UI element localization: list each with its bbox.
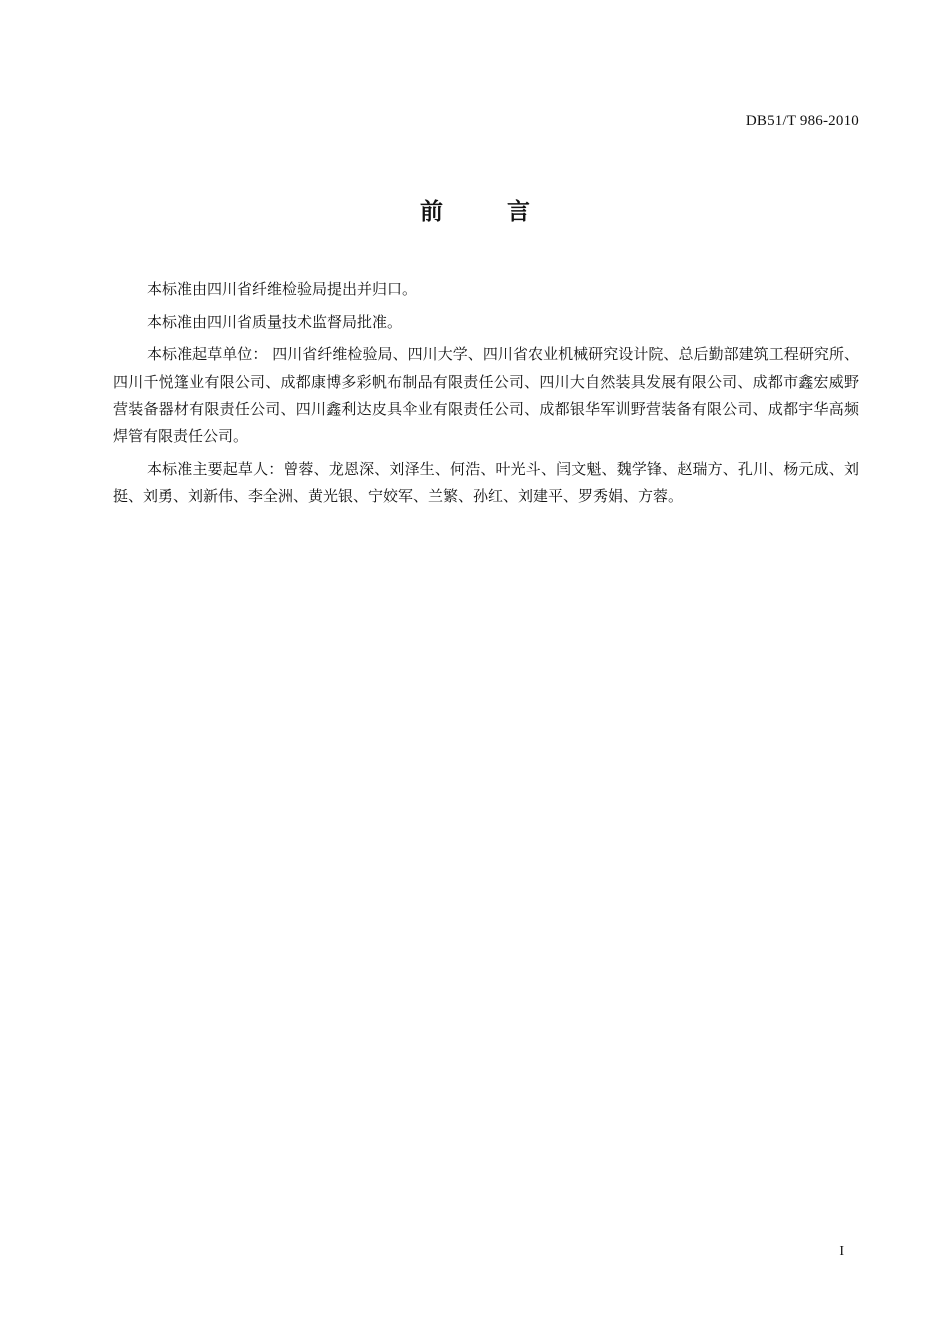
paragraph-drafting-units: 本标准起草单位： 四川省纤维检验局、四川大学、四川省农业机械研究设计院、总后勤部建筑工程研究所、四川千悦篷业有限公司、成都康博多彩帆布制品有限责任公司、四川大自然装具发展有限公司、成都市鑫宏威野营装备器材有限责任公司、四川鑫利达皮具伞业有限责任公司、成都银华军训野营装备有限公司、成都宇华高频焊管有限责任公司。 [113,345,859,446]
paragraph-drafters: 本标准主要起草人：曾蓉、龙恩深、刘泽生、何浩、叶光斗、闫文魁、魏学锋、赵瑞方、孔川、杨元成、刘挺、刘勇、刘新伟、李全洲、黄光银、宁姣军、兰繁、孙红、刘建平、罗秀娟、方蓉。 [113,460,859,506]
paragraph-proposer: 本标准由四川省纤维检验局提出并归口。 [147,280,418,298]
page-number: I [839,1244,844,1259]
paragraph-approver: 本标准由四川省质量技术监督局批准。 [147,312,403,331]
preface-body [113,276,859,516]
page-title: 前 言 [419,199,558,225]
standard-code: DB51/T 986-2010 [745,113,859,129]
